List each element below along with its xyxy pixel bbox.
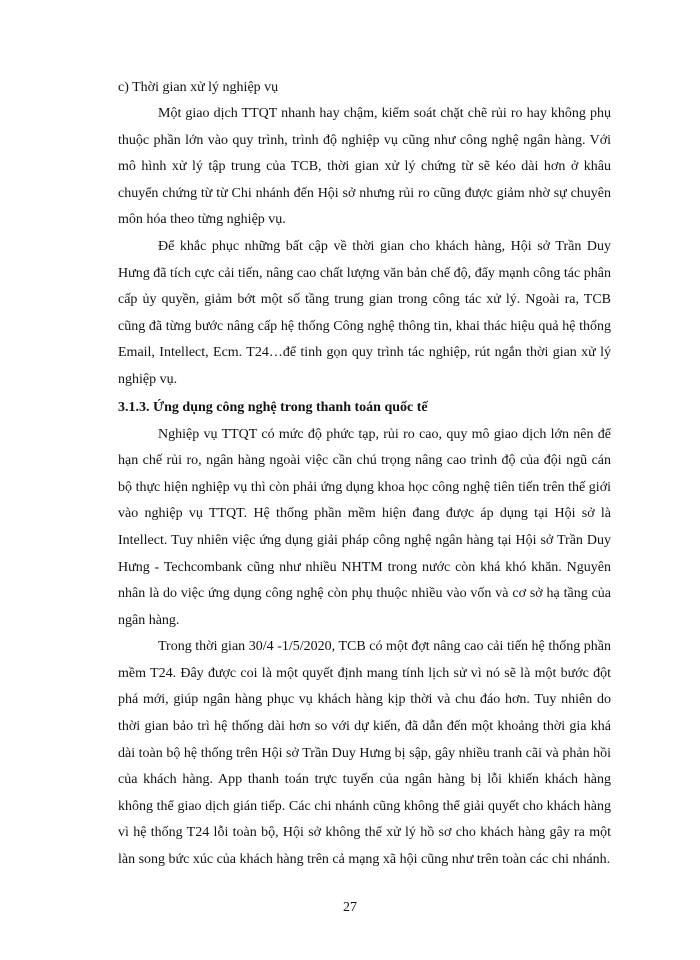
paragraph-transaction-speed: Một giao dịch TTQT nhanh hay chậm, kiểm soát chặt chẽ rủi ro hay không phụ thuộc phần lớn vào quy trình, trình độ nghiệp vụ cũng như công nghệ ngân hàng. Với mô hình xử lý tập trung của TCB, thời gian xử lý chứng từ sẽ kéo dài hơn ở khâu chuyển chứng từ từ Chi nhánh đến Hội sở nhưng rủi ro cũng được giảm nhờ sự chuyên môn hóa theo từng nghiệp vụ. bbox=[118, 106, 611, 228]
section-heading-technology: 3.1.3. Ứng dụng công nghệ trong thanh toán quốc tế bbox=[118, 399, 428, 415]
paragraph-technology-application: Nghiệp vụ TTQT có mức độ phức tạp, rủi ro cao, quy mô giao dịch lớn nên để hạn chế rủi ro, ngân hàng ngoài việc cần chú trọng nâng cao trình độ của đội ngũ cán bộ thực hiện nghiệp vụ thì còn phải ứng dụng khoa học công nghệ tiên tiến trên thế giới vào nghiệp vụ TTQT. Hệ thống phần mềm hiện đang được áp dụng tại Hội sở là Intellect. Tuy nhiên việc ứng dụng giải pháp công nghệ ngân hàng tại Hội sở Trần Duy Hưng - Techcombank cũng như nhiều NHTM trong nước còn khá khó khăn. Nguyên nhân là do việc ứng dụng công nghệ còn phụ thuộc nhiều vào vốn và cơ sở hạ tầng của ngân hàng. bbox=[118, 426, 611, 628]
document-page bbox=[118, 74, 611, 874]
paragraph-t24-upgrade: Trong thời gian 30/4 -1/5/2020, TCB có một đợt nâng cao cải tiến hệ thống phần mềm T24. Đây được coi là một quyết định mang tính lịch sử vì nó sẽ là một bước đột phá mới, giúp ngân hàng phục vụ khách hàng kịp thời và chu đáo hơn. Tuy nhiên do thời gian bảo trì hệ thống dài hơn so với dự kiến, đã dẫn đến một khoảng thời gia khá dài toàn bộ hệ thống trên Hội sở Trần Duy Hưng bị sập, gây nhiều tranh cãi và phản hồi của khách hàng. App thanh toán trực tuyến của ngân hàng bị lỗi khiến khách hàng không thể giao dịch gián tiếp. Các chi nhánh cũng không thể giải quyết cho khách hàng vì hệ thống T24 lỗi toàn bộ, Hội sở không thể xử lý hồ sơ cho khách hàng gây ra một làn song bức xúc của khách hàng trên cả mạng xã hội cũng như trên toàn các chi nhánh. bbox=[118, 639, 611, 868]
page-number: 27 bbox=[343, 900, 357, 915]
subheading-processing-time: c) Thời gian xử lý nghiệp vụ bbox=[118, 80, 279, 95]
paragraph-improvements: Để khắc phục những bất cập về thời gian cho khách hàng, Hội sở Trần Duy Hưng đã tích cực cải tiến, nâng cao chất lượng văn bản chế độ, đẩy mạnh công tác phân cấp ủy quyền, giảm bớt một số tầng trung gian trong công tác xử lý. Ngoài ra, TCB cũng đã từng bước nâng cấp hệ thống Công nghệ thông tin, khai thác hiệu quả hệ thống Email, Intellect, Ecm. T24…để tinh gọn quy trình tác nghiệp, rút ngắn thời gian xử lý nghiệp vụ. bbox=[118, 238, 611, 387]
